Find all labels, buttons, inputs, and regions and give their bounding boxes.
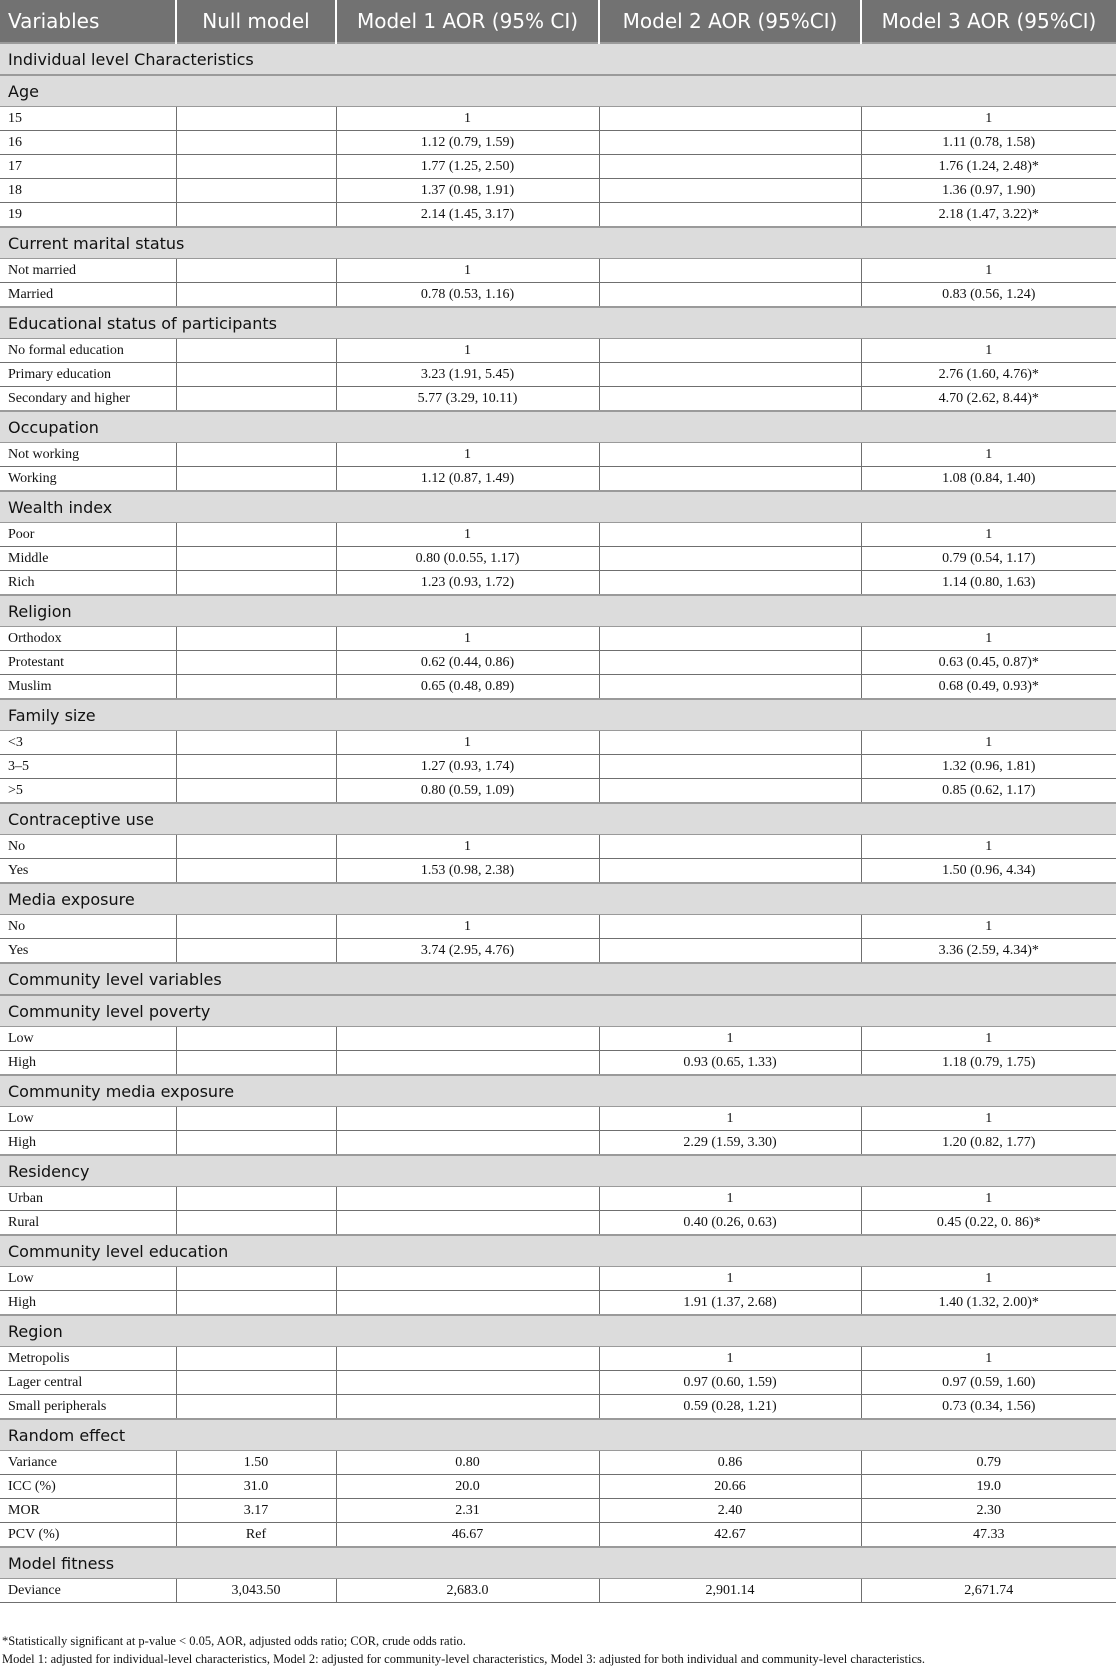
table-cell: [176, 1051, 336, 1076]
table-cell: 2.29 (1.59, 3.30): [599, 1131, 861, 1156]
table-cell: [176, 443, 336, 467]
table-cell: [176, 131, 336, 155]
table-cell: [599, 651, 861, 675]
header-null-model: Null model: [176, 0, 336, 43]
table-cell: 1: [599, 1347, 861, 1371]
footnote-models: Model 1: adjusted for individual-level characteristics, Model 2: adjusted for community-level characteristics, Model 3: adjusted for both individual and community-level characteristics.: [2, 1652, 925, 1666]
table-cell: 0.93 (0.65, 1.33): [599, 1051, 861, 1076]
table-cell: 1: [336, 259, 599, 283]
table-cell: 1: [336, 627, 599, 651]
table-cell: [599, 523, 861, 547]
table-row: [0, 779, 1116, 804]
table-row: [0, 1027, 1116, 1051]
section-title: Wealth index: [0, 491, 1116, 523]
table-cell: 0.79: [861, 1451, 1116, 1475]
section-title: Region: [0, 1315, 1116, 1347]
table-cell: [336, 1267, 599, 1291]
table-cell: [599, 107, 861, 131]
table-cell: [599, 387, 861, 412]
table-row: [0, 1267, 1116, 1291]
row-label: Secondary and higher: [0, 387, 176, 412]
table-cell: [599, 179, 861, 203]
table-cell: [176, 627, 336, 651]
table-cell: [176, 779, 336, 804]
table-cell: 0.83 (0.56, 1.24): [861, 283, 1116, 308]
row-label: Yes: [0, 859, 176, 884]
section-title: Current marital status: [0, 227, 1116, 259]
table-cell: 1: [861, 339, 1116, 363]
table-cell: [599, 443, 861, 467]
table-cell: [176, 1291, 336, 1316]
table-cell: 2.31: [336, 1499, 599, 1523]
table-cell: [176, 1027, 336, 1051]
table-cell: 2,901.14: [599, 1579, 861, 1603]
table-cell: [599, 467, 861, 492]
table-cell: [599, 915, 861, 939]
table-cell: 0.68 (0.49, 0.93)*: [861, 675, 1116, 700]
table-row: [0, 755, 1116, 779]
table-cell: [176, 107, 336, 131]
row-label: 19: [0, 203, 176, 228]
table-cell: [336, 1395, 599, 1420]
table-cell: 1: [336, 731, 599, 755]
table-cell: 1: [861, 107, 1116, 131]
table-body: [0, 43, 1116, 1603]
table-cell: [599, 259, 861, 283]
row-label: Urban: [0, 1187, 176, 1211]
table-cell: [599, 203, 861, 228]
table-cell: 1.11 (0.78, 1.58): [861, 131, 1116, 155]
table-cell: 0.85 (0.62, 1.17): [861, 779, 1116, 804]
table-cell: 0.80 (0.0.55, 1.17): [336, 547, 599, 571]
section-row: [0, 75, 1116, 107]
table-cell: 2.18 (1.47, 3.22)*: [861, 203, 1116, 228]
table-cell: [176, 915, 336, 939]
table-cell: [176, 1267, 336, 1291]
table-row: [0, 339, 1116, 363]
row-label: Low: [0, 1267, 176, 1291]
row-label: Married: [0, 283, 176, 308]
table-cell: 0.40 (0.26, 0.63): [599, 1211, 861, 1236]
table-row: [0, 1291, 1116, 1316]
table-cell: [599, 571, 861, 596]
table-cell: 1: [336, 107, 599, 131]
table-cell: [176, 651, 336, 675]
table-cell: 1: [861, 443, 1116, 467]
row-label: 3–5: [0, 755, 176, 779]
table-row: [0, 1451, 1116, 1475]
table-cell: [599, 155, 861, 179]
header-model-3: Model 3 AOR (95%CI): [861, 0, 1116, 43]
table-cell: [176, 731, 336, 755]
row-label: Low: [0, 1107, 176, 1131]
table-cell: 1: [599, 1027, 861, 1051]
row-label: No: [0, 835, 176, 859]
table-cell: 3,043.50: [176, 1579, 336, 1603]
table-cell: [336, 1027, 599, 1051]
section-row: [0, 491, 1116, 523]
table-cell: 1: [336, 523, 599, 547]
table-cell: 3.74 (2.95, 4.76): [336, 939, 599, 964]
table-row: [0, 939, 1116, 964]
table-cell: [176, 203, 336, 228]
table-row: [0, 1211, 1116, 1236]
header-variables: Variables: [0, 0, 176, 43]
row-label: Variance: [0, 1451, 176, 1475]
section-row: [0, 595, 1116, 627]
table-row: [0, 1187, 1116, 1211]
table-cell: 1.77 (1.25, 2.50): [336, 155, 599, 179]
table-cell: [336, 1051, 599, 1076]
table-cell: [176, 179, 336, 203]
table-cell: 20.66: [599, 1475, 861, 1499]
section-title: Family size: [0, 699, 1116, 731]
table-row: [0, 443, 1116, 467]
table-row: [0, 859, 1116, 884]
table-cell: [176, 547, 336, 571]
table-cell: [176, 939, 336, 964]
row-label: Metropolis: [0, 1347, 176, 1371]
table-cell: [599, 755, 861, 779]
table-cell: 1: [861, 731, 1116, 755]
table-cell: 1: [599, 1107, 861, 1131]
table-row: [0, 1051, 1116, 1076]
table-row: [0, 155, 1116, 179]
table-row: [0, 259, 1116, 283]
footnote-significance: *Statistically significant at p-value < 0.05, AOR, adjusted odds ratio; COR, crude odds ratio.: [2, 1634, 466, 1648]
table-cell: [176, 387, 336, 412]
row-label: Working: [0, 467, 176, 492]
table-row: [0, 179, 1116, 203]
table-cell: 0.59 (0.28, 1.21): [599, 1395, 861, 1420]
table-cell: 1.14 (0.80, 1.63): [861, 571, 1116, 596]
section-row: [0, 995, 1116, 1027]
table-cell: 1: [861, 1267, 1116, 1291]
table-cell: [599, 939, 861, 964]
table-cell: 1.76 (1.24, 2.48)*: [861, 155, 1116, 179]
table-cell: 1.37 (0.98, 1.91): [336, 179, 599, 203]
row-label: Muslim: [0, 675, 176, 700]
table-cell: 1: [861, 1107, 1116, 1131]
row-label: >5: [0, 779, 176, 804]
table-cell: 3.36 (2.59, 4.34)*: [861, 939, 1116, 964]
table-cell: 1.50: [176, 1451, 336, 1475]
table-cell: 1: [861, 627, 1116, 651]
table-cell: 1: [861, 1027, 1116, 1051]
row-label: Orthodox: [0, 627, 176, 651]
table-cell: 3.23 (1.91, 5.45): [336, 363, 599, 387]
table-cell: 0.62 (0.44, 0.86): [336, 651, 599, 675]
table-row: [0, 1523, 1116, 1548]
row-label: 18: [0, 179, 176, 203]
table-row: [0, 1107, 1116, 1131]
table-cell: [176, 155, 336, 179]
table-cell: 2.76 (1.60, 4.76)*: [861, 363, 1116, 387]
table-cell: 1.27 (0.93, 1.74): [336, 755, 599, 779]
section-title: Media exposure: [0, 883, 1116, 915]
header-model-1: Model 1 AOR (95% CI): [336, 0, 599, 43]
table-row: [0, 571, 1116, 596]
table-header-row: [0, 0, 1116, 43]
row-label: Lager central: [0, 1371, 176, 1395]
table-cell: 1.53 (0.98, 2.38): [336, 859, 599, 884]
table-cell: 1.32 (0.96, 1.81): [861, 755, 1116, 779]
table-cell: 0.80: [336, 1451, 599, 1475]
section-row: [0, 43, 1116, 75]
table-cell: [176, 1371, 336, 1395]
table-cell: 1.40 (1.32, 2.00)*: [861, 1291, 1116, 1316]
table-cell: 1: [336, 443, 599, 467]
table-cell: [176, 467, 336, 492]
table-cell: 1: [336, 835, 599, 859]
table-cell: [599, 283, 861, 308]
table-cell: [176, 1187, 336, 1211]
table-cell: [176, 1131, 336, 1156]
table-row: [0, 467, 1116, 492]
row-label: Deviance: [0, 1579, 176, 1603]
row-label: Small peripherals: [0, 1395, 176, 1420]
row-label: ICC (%): [0, 1475, 176, 1499]
table-cell: 42.67: [599, 1523, 861, 1548]
table-cell: [176, 523, 336, 547]
table-cell: 1: [861, 259, 1116, 283]
table-cell: 1.12 (0.79, 1.59): [336, 131, 599, 155]
table-cell: [599, 131, 861, 155]
table-cell: [336, 1291, 599, 1316]
section-row: [0, 1547, 1116, 1579]
table-cell: 1.20 (0.82, 1.77): [861, 1131, 1116, 1156]
table-cell: 0.73 (0.34, 1.56): [861, 1395, 1116, 1420]
table-row: [0, 523, 1116, 547]
table-row: [0, 283, 1116, 308]
section-title: Random effect: [0, 1419, 1116, 1451]
row-label: Rich: [0, 571, 176, 596]
row-label: Low: [0, 1027, 176, 1051]
row-label: High: [0, 1131, 176, 1156]
section-row: [0, 411, 1116, 443]
table-cell: 1: [861, 835, 1116, 859]
table-cell: 1: [861, 523, 1116, 547]
table-cell: [176, 339, 336, 363]
table-row: [0, 131, 1116, 155]
table-cell: 1: [336, 915, 599, 939]
table-row: [0, 1395, 1116, 1420]
table-cell: 0.78 (0.53, 1.16): [336, 283, 599, 308]
table-row: [0, 675, 1116, 700]
header-model-2: Model 2 AOR (95%CI): [599, 0, 861, 43]
table-cell: 2,683.0: [336, 1579, 599, 1603]
table-cell: [599, 547, 861, 571]
table-cell: 20.0: [336, 1475, 599, 1499]
row-label: High: [0, 1291, 176, 1316]
section-row: [0, 803, 1116, 835]
row-label: 17: [0, 155, 176, 179]
table-cell: 1: [861, 915, 1116, 939]
table-cell: [599, 363, 861, 387]
table-cell: 0.97 (0.59, 1.60): [861, 1371, 1116, 1395]
row-label: Protestant: [0, 651, 176, 675]
row-label: Rural: [0, 1211, 176, 1236]
row-label: Not working: [0, 443, 176, 467]
row-label: Primary education: [0, 363, 176, 387]
table-cell: 1.18 (0.79, 1.75): [861, 1051, 1116, 1076]
section-title: Individual level Characteristics: [0, 43, 1116, 75]
table-cell: [176, 755, 336, 779]
row-label: PCV (%): [0, 1523, 176, 1548]
table-cell: [176, 259, 336, 283]
table-cell: 0.97 (0.60, 1.59): [599, 1371, 861, 1395]
table-cell: [336, 1107, 599, 1131]
row-label: 15: [0, 107, 176, 131]
table-cell: 2.30: [861, 1499, 1116, 1523]
section-title: Model fitness: [0, 1547, 1116, 1579]
row-label: MOR: [0, 1499, 176, 1523]
table-row: [0, 1131, 1116, 1156]
table-row: [0, 203, 1116, 228]
table-cell: [176, 363, 336, 387]
section-row: [0, 227, 1116, 259]
table-cell: 19.0: [861, 1475, 1116, 1499]
section-row: [0, 1075, 1116, 1107]
table-cell: 1: [599, 1267, 861, 1291]
table-row: [0, 363, 1116, 387]
row-label: High: [0, 1051, 176, 1076]
table-cell: [336, 1371, 599, 1395]
table-cell: 1: [861, 1187, 1116, 1211]
table-cell: 47.33: [861, 1523, 1116, 1548]
table-cell: 1: [599, 1187, 861, 1211]
table-row: [0, 627, 1116, 651]
table-footnote: [0, 1632, 1116, 1668]
table-cell: 0.80 (0.59, 1.09): [336, 779, 599, 804]
table-cell: [176, 283, 336, 308]
table-cell: 1.91 (1.37, 2.68): [599, 1291, 861, 1316]
section-row: [0, 699, 1116, 731]
table-cell: [336, 1211, 599, 1236]
table-cell: 1.23 (0.93, 1.72): [336, 571, 599, 596]
section-row: [0, 1419, 1116, 1451]
table-cell: 46.67: [336, 1523, 599, 1548]
table-cell: [176, 835, 336, 859]
table-cell: 0.63 (0.45, 0.87)*: [861, 651, 1116, 675]
table-cell: 31.0: [176, 1475, 336, 1499]
row-label: Poor: [0, 523, 176, 547]
table-cell: [599, 627, 861, 651]
table-cell: [176, 1395, 336, 1420]
table-row: [0, 915, 1116, 939]
table-cell: [176, 859, 336, 884]
table-cell: 2.40: [599, 1499, 861, 1523]
table-cell: [599, 339, 861, 363]
table-row: [0, 387, 1116, 412]
section-row: [0, 1155, 1116, 1187]
row-label: Yes: [0, 939, 176, 964]
section-title: Age: [0, 75, 1116, 107]
table-cell: 1.50 (0.96, 4.34): [861, 859, 1116, 884]
table-cell: 2,671.74: [861, 1579, 1116, 1603]
section-row: [0, 1315, 1116, 1347]
row-label: Not married: [0, 259, 176, 283]
section-title: Community level poverty: [0, 995, 1116, 1027]
section-title: Occupation: [0, 411, 1116, 443]
table-row: [0, 547, 1116, 571]
table-cell: 3.17: [176, 1499, 336, 1523]
section-title: Residency: [0, 1155, 1116, 1187]
section-row: [0, 963, 1116, 995]
table-cell: [599, 835, 861, 859]
table-cell: [176, 1107, 336, 1131]
table-cell: 1: [861, 1347, 1116, 1371]
section-row: [0, 307, 1116, 339]
table-cell: 1.36 (0.97, 1.90): [861, 179, 1116, 203]
row-label: 16: [0, 131, 176, 155]
table-cell: [176, 571, 336, 596]
table-cell: [599, 779, 861, 804]
table-cell: 4.70 (2.62, 8.44)*: [861, 387, 1116, 412]
table-cell: 0.65 (0.48, 0.89): [336, 675, 599, 700]
table-cell: 0.79 (0.54, 1.17): [861, 547, 1116, 571]
table-row: [0, 731, 1116, 755]
table-row: [0, 651, 1116, 675]
table-cell: 0.86: [599, 1451, 861, 1475]
row-label: No formal education: [0, 339, 176, 363]
table-cell: Ref: [176, 1523, 336, 1548]
table-cell: 5.77 (3.29, 10.11): [336, 387, 599, 412]
table-cell: 1.08 (0.84, 1.40): [861, 467, 1116, 492]
section-row: [0, 883, 1116, 915]
section-title: Community level education: [0, 1235, 1116, 1267]
table-row: [0, 1475, 1116, 1499]
table-cell: [176, 1211, 336, 1236]
table-row: [0, 1371, 1116, 1395]
section-title: Educational status of participants: [0, 307, 1116, 339]
table-cell: 0.45 (0.22, 0. 86)*: [861, 1211, 1116, 1236]
row-label: Middle: [0, 547, 176, 571]
table-cell: 1.12 (0.87, 1.49): [336, 467, 599, 492]
section-title: Religion: [0, 595, 1116, 627]
table-cell: [599, 675, 861, 700]
table-cell: [336, 1187, 599, 1211]
section-title: Community level variables: [0, 963, 1116, 995]
table-cell: [176, 1347, 336, 1371]
table-cell: [336, 1131, 599, 1156]
table-row: [0, 835, 1116, 859]
row-label: No: [0, 915, 176, 939]
table-row: [0, 1499, 1116, 1523]
table-row: [0, 1579, 1116, 1603]
table-cell: [599, 731, 861, 755]
section-title: Contraceptive use: [0, 803, 1116, 835]
table-row: [0, 107, 1116, 131]
table-row: [0, 1347, 1116, 1371]
section-title: Community media exposure: [0, 1075, 1116, 1107]
section-row: [0, 1235, 1116, 1267]
table-cell: 2.14 (1.45, 3.17): [336, 203, 599, 228]
table-cell: [336, 1347, 599, 1371]
table-cell: [599, 859, 861, 884]
table-cell: [176, 675, 336, 700]
row-label: <3: [0, 731, 176, 755]
table-cell: 1: [336, 339, 599, 363]
